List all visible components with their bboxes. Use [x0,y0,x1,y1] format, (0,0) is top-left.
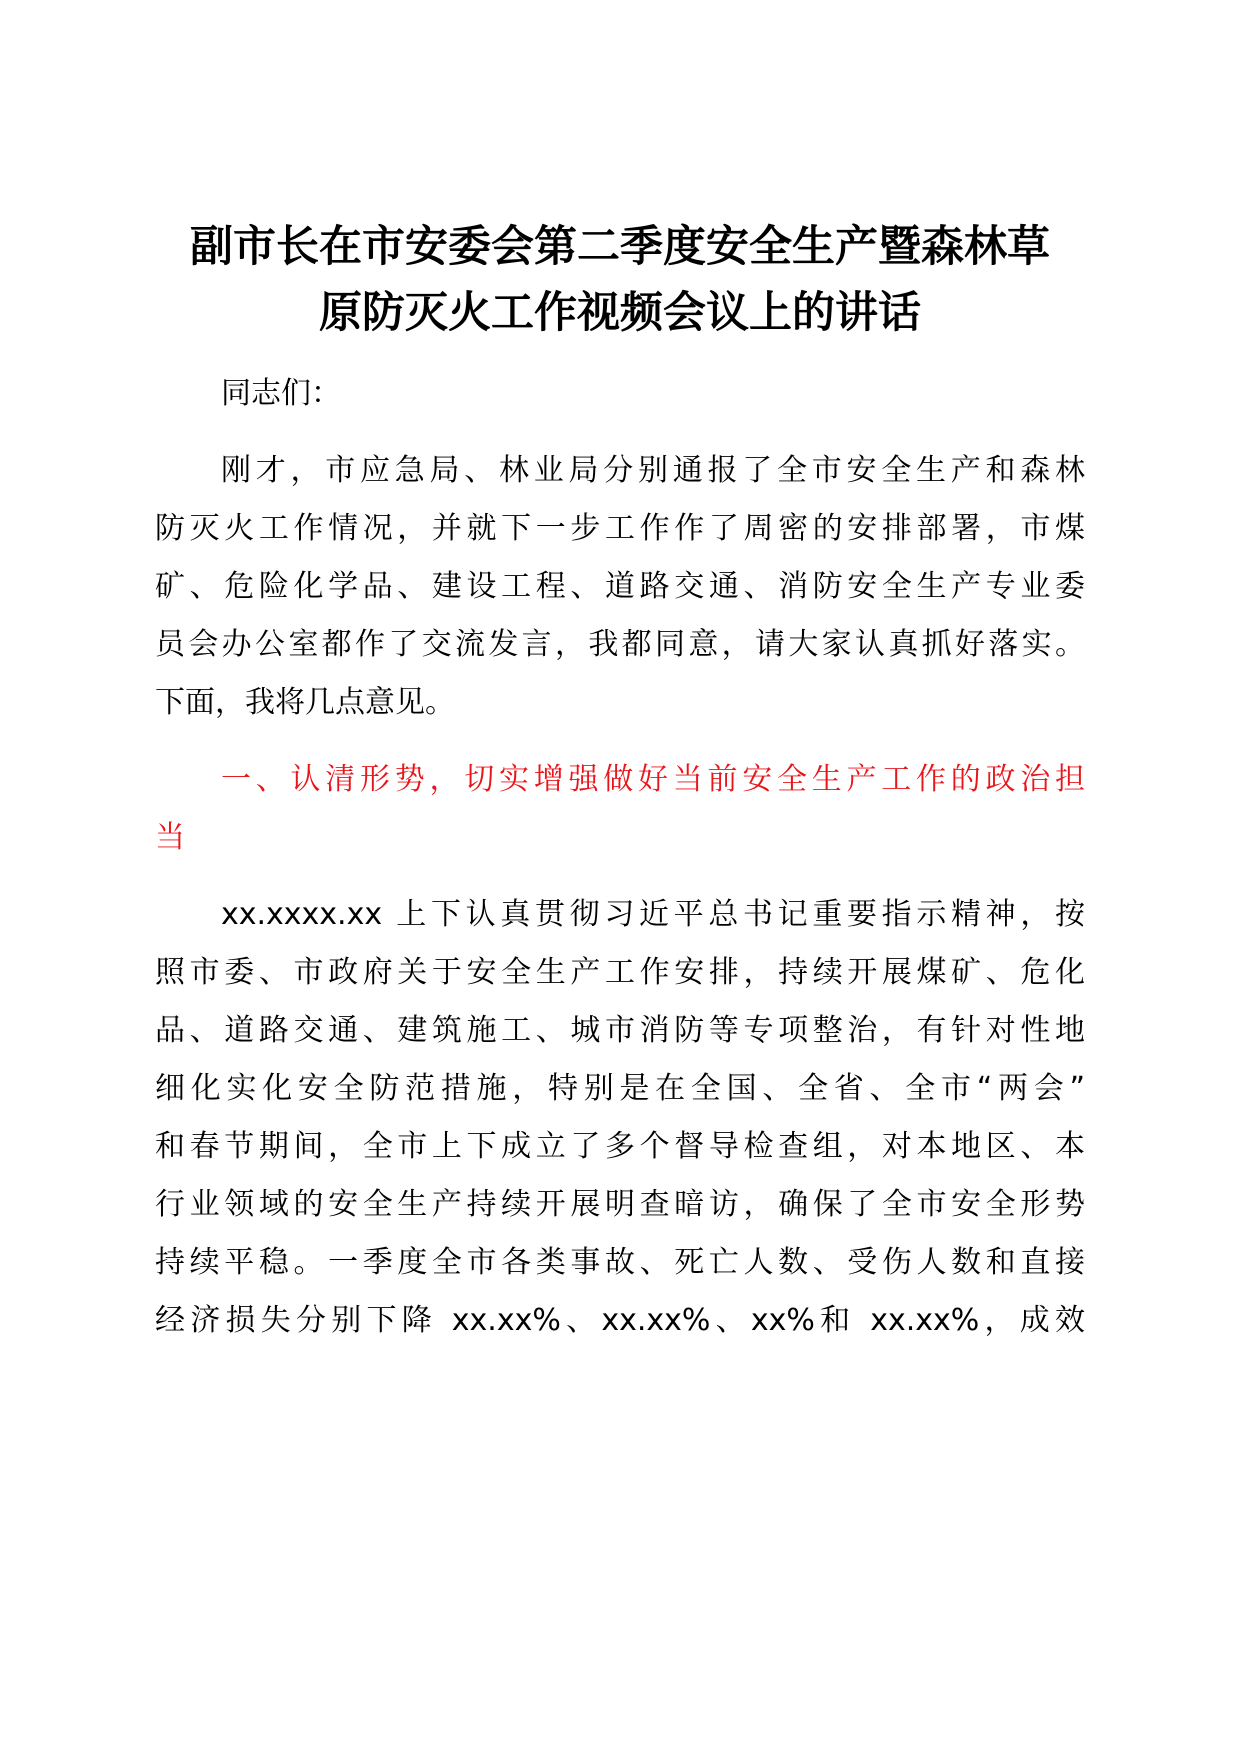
paragraph-1-line: 刚才，市应急局、林业局分别通报了全市安全生产和森林 [221,453,1085,488]
paragraph-2-line: 细化实化安全防范措施，特别是在全国、全省、全市“两会” [155,1071,1085,1106]
section-heading-1: 一、认清形势，切实增强做好当前安全生产工作的政治担 [221,762,1085,797]
paragraph-1-line: 下面，我将几点意见。 [155,685,455,720]
paragraph-2-line: 和春节期间，全市上下成立了多个督导检查组，对本地区、本 [155,1129,1085,1164]
document-title-line-1: 副市长在市安委会第二季度安全生产暨森林草 [190,222,1050,272]
paragraph-2-line: 行业领域的安全生产持续开展明查暗访，确保了全市安全形势 [155,1187,1085,1222]
paragraph-1-line: 防灭火工作情况，并就下一步工作作了周密的安排部署，市煤 [155,511,1085,546]
section-heading-1: 当 [155,820,185,855]
paragraph-2-line: 品、道路交通、建筑施工、城市消防等专项整治，有针对性地 [155,1013,1085,1048]
paragraph-2-line: xx.xxxx.xx 上下认真贯彻习近平总书记重要指示精神，按 [221,897,1085,932]
salutation: 同志们： [221,376,341,411]
document-title-line-2: 原防灭火工作视频会议上的讲话 [319,288,921,338]
paragraph-2-line: 持续平稳。一季度全市各类事故、死亡人数、受伤人数和直接 [155,1245,1085,1280]
paragraph-1-line: 矿、危险化学品、建设工程、道路交通、消防安全生产专业委 [155,569,1085,604]
paragraph-2-line: 经济损失分别下降 xx.xx%、xx.xx%、xx%和 xx.xx%，成效 [155,1303,1085,1338]
paragraph-1-line: 员会办公室都作了交流发言，我都同意，请大家认真抓好落实。 [155,627,1085,662]
paragraph-2-line: 照市委、市政府关于安全生产工作安排，持续开展煤矿、危化 [155,955,1085,990]
